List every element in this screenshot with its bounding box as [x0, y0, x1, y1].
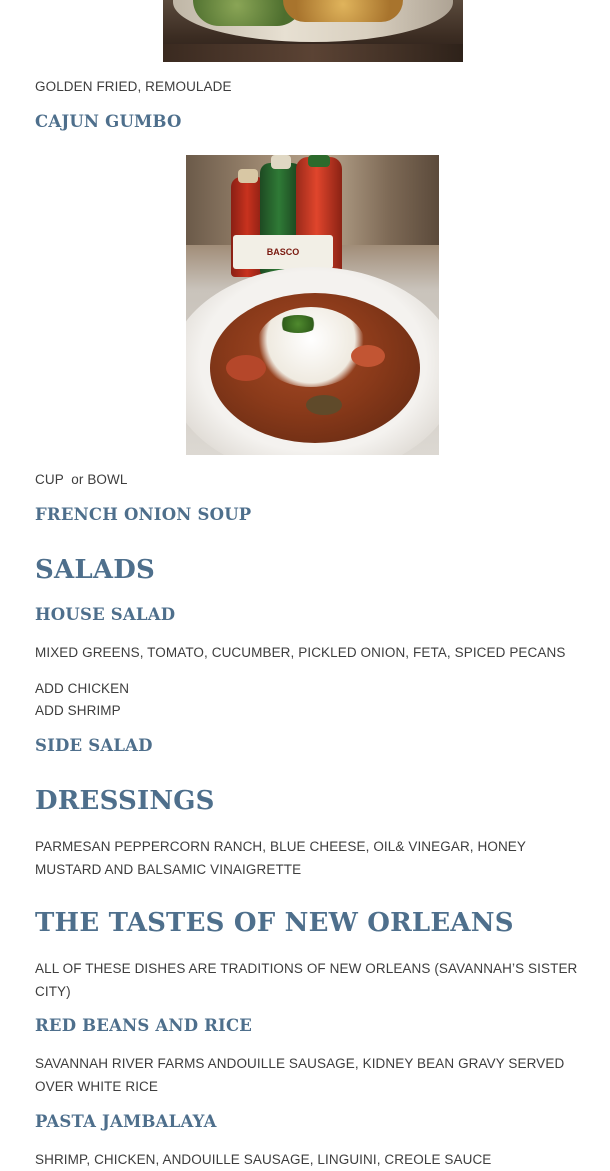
- gumbo-size-options: CUP or BOWL: [35, 472, 128, 487]
- bottle-label-text: BASCO: [266, 247, 300, 257]
- pasta-jambalaya-description: SHRIMP, CHICKEN, ANDOUILLE SAUSAGE, LINGUINI, CREOLE SAUCE: [35, 1152, 492, 1167]
- new-orleans-section-title: THE TASTES OF NEW ORLEANS: [35, 908, 514, 938]
- cajun-gumbo-title: CAJUN GUMBO: [35, 112, 182, 131]
- fried-item-description: GOLDEN FRIED, REMOULADE: [35, 79, 232, 94]
- cajun-gumbo-image: [186, 155, 439, 455]
- add-shrimp-option: ADD SHRIMP: [35, 703, 121, 718]
- house-salad-description: MIXED GREENS, TOMATO, CUCUMBER, PICKLED ONION, FETA, SPICED PECANS: [35, 645, 566, 660]
- new-orleans-description: ALL OF THESE DISHES ARE TRADITIONS OF NEW ORLEANS (SAVANNAH’S SISTER CITY): [35, 961, 578, 999]
- dressings-description: PARMESAN PEPPERCORN RANCH, BLUE CHEESE, OIL& VINEGAR, HONEY MUSTARD AND BALSAMIC VINAIGRETTE: [35, 839, 526, 877]
- red-beans-rice-title: RED BEANS AND RICE: [35, 1016, 253, 1035]
- add-chicken-option: ADD CHICKEN: [35, 681, 130, 696]
- dressings-section-title: DRESSINGS: [35, 786, 215, 816]
- red-beans-rice-description: SAVANNAH RIVER FARMS ANDOUILLE SAUSAGE, KIDNEY BEAN GRAVY SERVED OVER WHITE RICE: [35, 1056, 565, 1094]
- fried-item-image: [163, 0, 463, 62]
- pasta-jambalaya-title: PASTA JAMBALAYA: [35, 1112, 217, 1131]
- side-salad-title: SIDE SALAD: [35, 736, 153, 755]
- house-salad-title: HOUSE SALAD: [35, 605, 176, 624]
- salads-section-title: SALADS: [35, 555, 155, 585]
- bottle-label: [233, 235, 333, 269]
- french-onion-soup-title: FRENCH ONION SOUP: [35, 505, 252, 524]
